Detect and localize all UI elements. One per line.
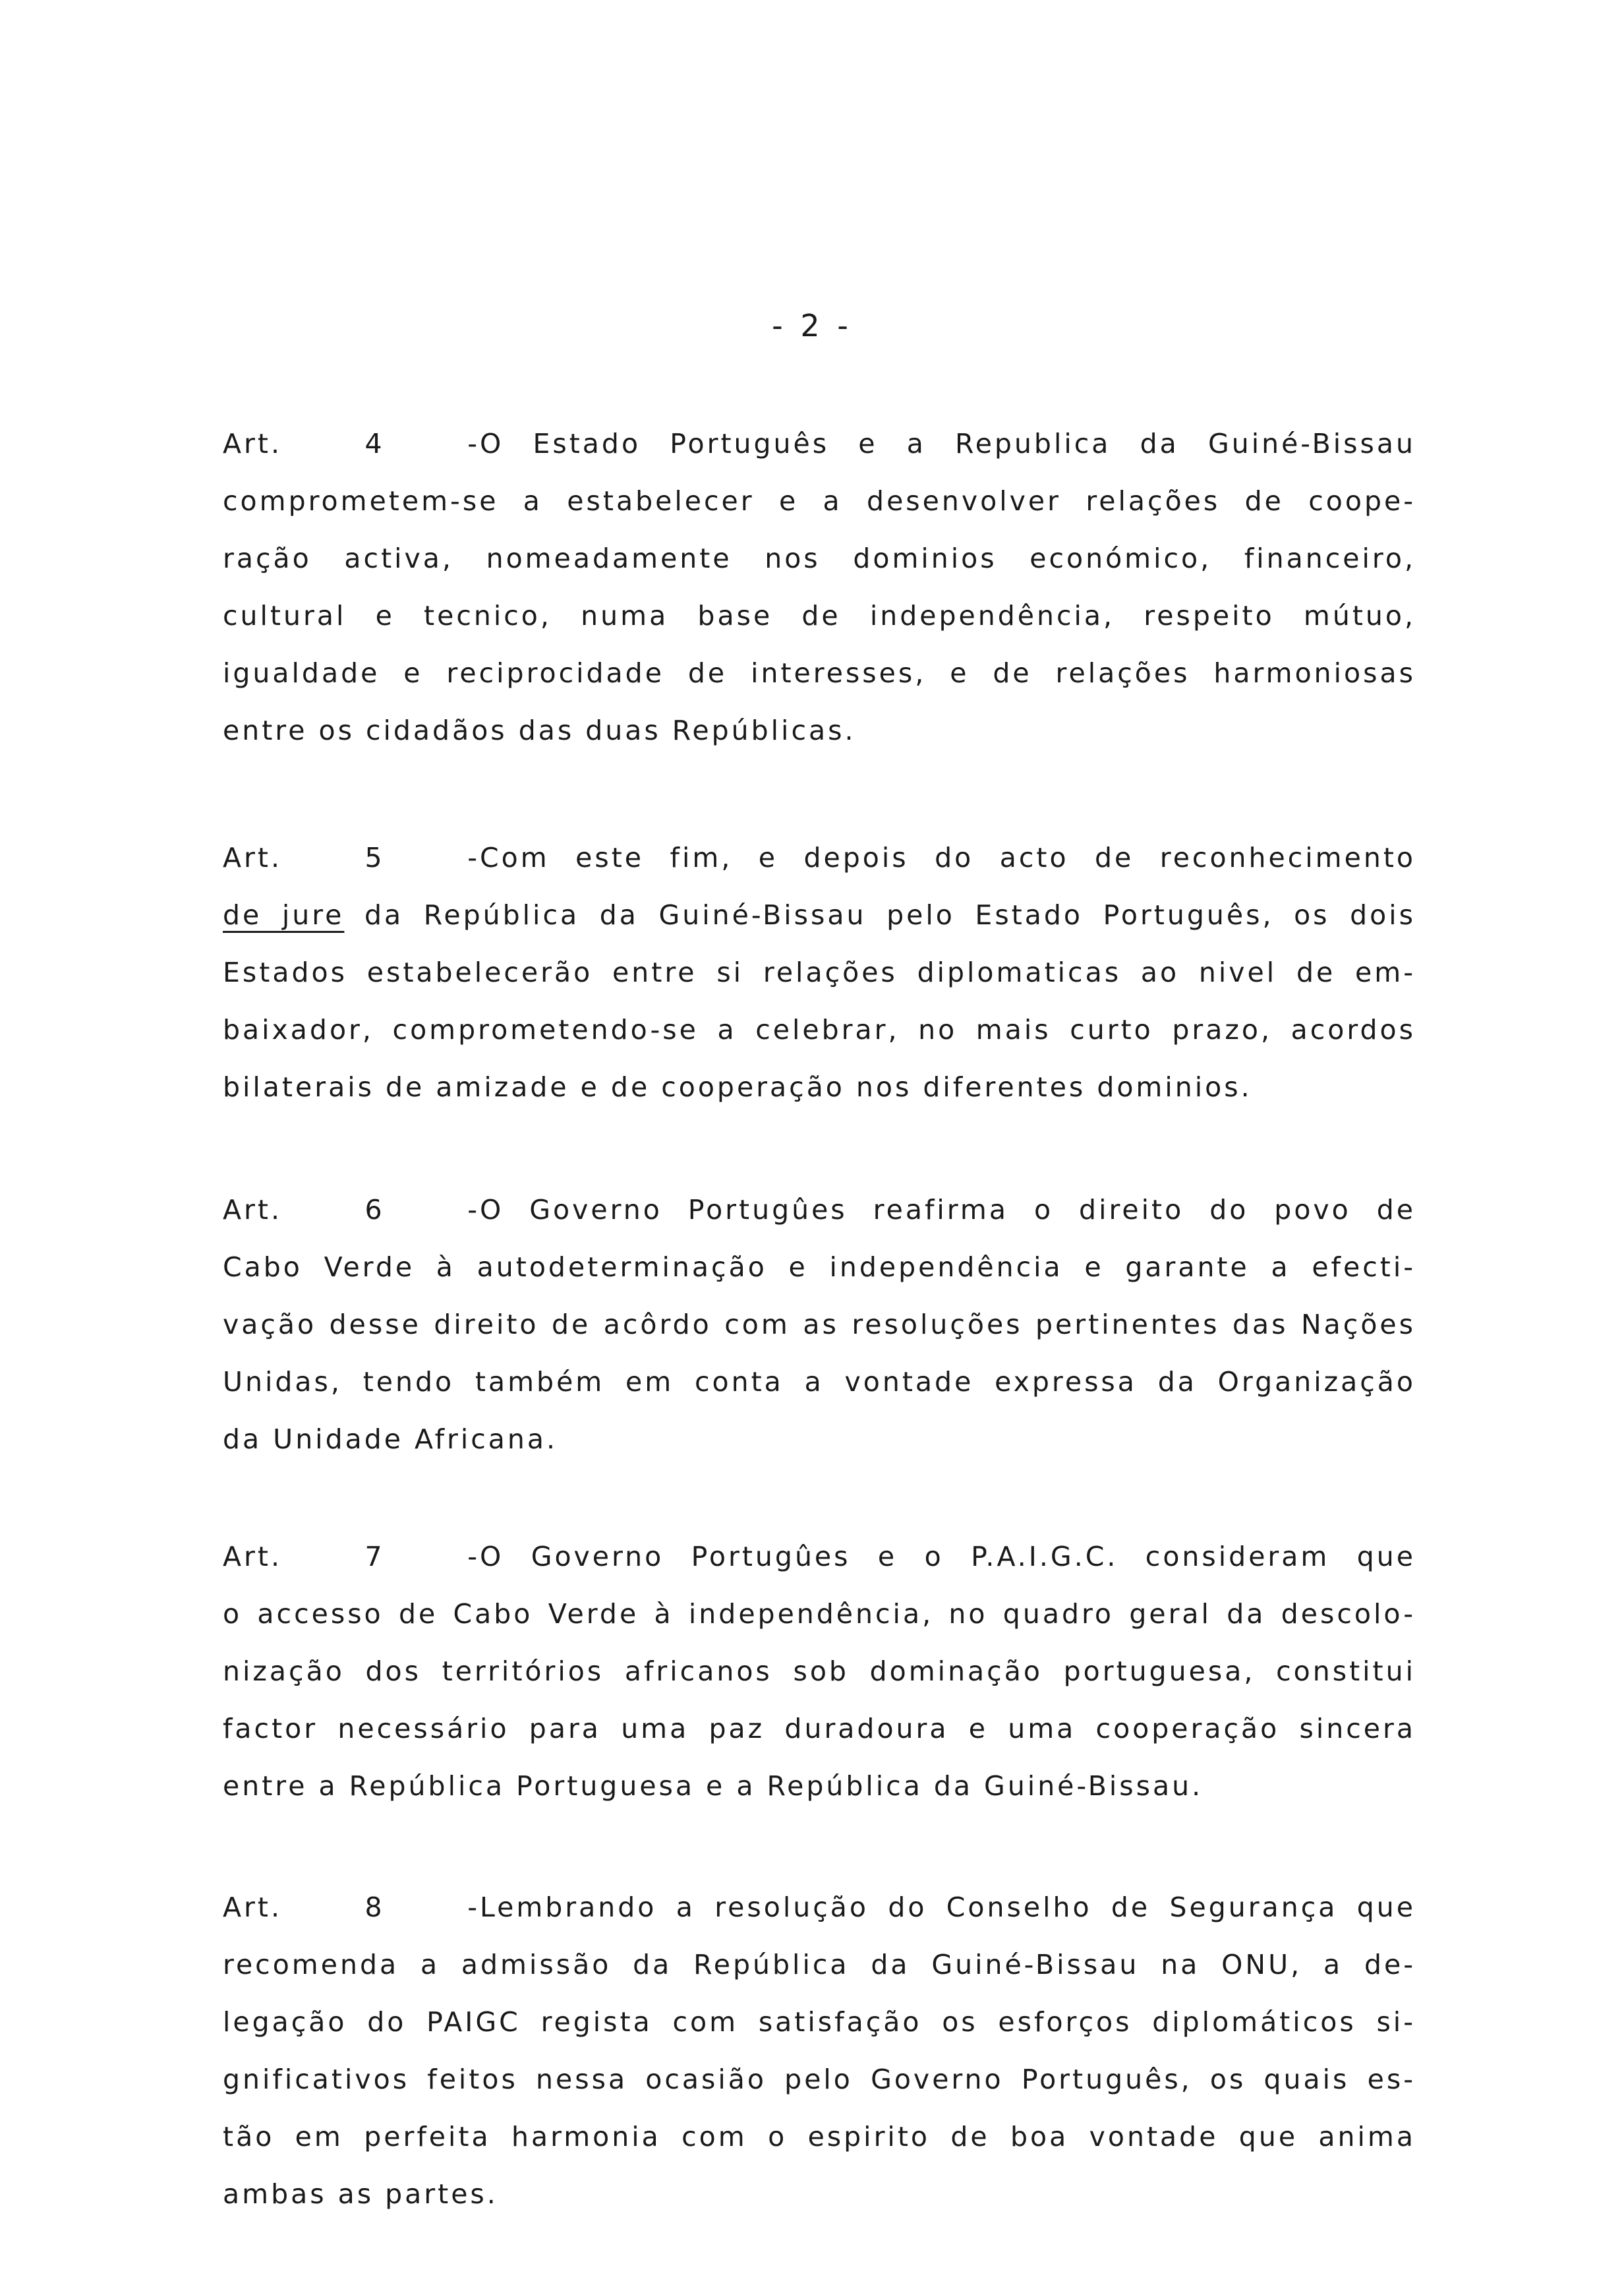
article-line xyxy=(223,415,1416,473)
article-line: factor necessário para uma paz duradoura e uma cooperação sincera xyxy=(223,1713,1416,1744)
article-line xyxy=(223,1528,1416,1586)
page-number: - 2 - xyxy=(772,308,852,343)
article-line xyxy=(223,1879,1416,1936)
article-label: Art. 8 - xyxy=(223,1891,480,1923)
article-text: O Estado Português e a Republica da Guiné-Bissau xyxy=(480,428,1416,460)
article-text: Lembrando a resolução do Conselho de Segurança que xyxy=(480,1891,1416,1923)
article-line: comprometem-se a estabelecer e a desenvolver relações de coope- xyxy=(223,485,1416,517)
article-line: legação do PAIGC regista com satisfação os esforços diplomáticos si- xyxy=(223,2006,1416,2038)
article-line: igualdade e reciprocidade de interesses, e de relações harmoniosas xyxy=(223,657,1416,689)
article-line: Estados estabelecerão entre si relações diplomaticas ao nivel de em- xyxy=(223,957,1416,988)
article-label: Art. 4 - xyxy=(223,428,480,460)
article-7 xyxy=(223,1528,1416,1815)
article-line: ração activa, nomeadamente nos dominios económico, financeiro, xyxy=(223,543,1416,574)
article-line: nização dos territórios africanos sob dominação portuguesa, constitui xyxy=(223,1655,1416,1687)
article-line: entre a República Portuguesa e a República da Guiné-Bissau. xyxy=(223,1770,1204,1802)
article-label: Art. 7 - xyxy=(223,1541,480,1572)
article-line: baixador, comprometendo-se a celebrar, no mais curto prazo, acordos xyxy=(223,1014,1416,1046)
article-line xyxy=(223,1181,1416,1239)
article-5 xyxy=(223,829,1416,1116)
article-8 xyxy=(223,1879,1416,2223)
article-line: Cabo Verde à autodeterminação e independência e garante a efecti- xyxy=(223,1251,1416,1283)
article-line: o accesso de Cabo Verde à independência, no quadro geral da descolo- xyxy=(223,1598,1416,1630)
article-line: vação desse direito de acôrdo com as resoluções pertinentes das Nações xyxy=(223,1309,1416,1340)
article-line xyxy=(223,829,1416,887)
underlined-term: de jure xyxy=(223,899,345,931)
article-4 xyxy=(223,415,1416,759)
article-line: Unidas, tendo também em conta a vontade expressa da Organização xyxy=(223,1366,1416,1398)
article-label: Art. 6 - xyxy=(223,1194,480,1226)
article-line: ambas as partes. xyxy=(223,2178,498,2210)
article-label: Art. 5 - xyxy=(223,842,480,874)
article-line: entre os cidadãos das duas Repúblicas. xyxy=(223,715,856,746)
article-line: bilaterais de amizade e de cooperação nos diferentes dominios. xyxy=(223,1071,1252,1103)
article-line: recomenda a admissão da República da Guiné-Bissau na ONU, a de- xyxy=(223,1949,1416,1980)
article-6 xyxy=(223,1181,1416,1468)
article-text: O Governo Portugûes reafirma o direito do povo de xyxy=(480,1194,1416,1226)
article-line: cultural e tecnico, numa base de independência, respeito mútuo, xyxy=(223,600,1416,632)
article-line: gnificativos feitos nessa ocasião pelo Governo Português, os quais es- xyxy=(223,2064,1416,2095)
article-text: Com este fim, e depois do acto de reconhecimento xyxy=(480,842,1416,874)
article-text: da República da Guiné-Bissau pelo Estado Português, os dois xyxy=(364,899,1416,931)
article-line: tão em perfeita harmonia com o espirito de boa vontade que anima xyxy=(223,2121,1416,2153)
article-line xyxy=(223,887,1416,944)
article-text: O Governo Portugûes e o P.A.I.G.C. consideram que xyxy=(480,1541,1416,1572)
article-line: da Unidade Africana. xyxy=(223,1423,558,1455)
